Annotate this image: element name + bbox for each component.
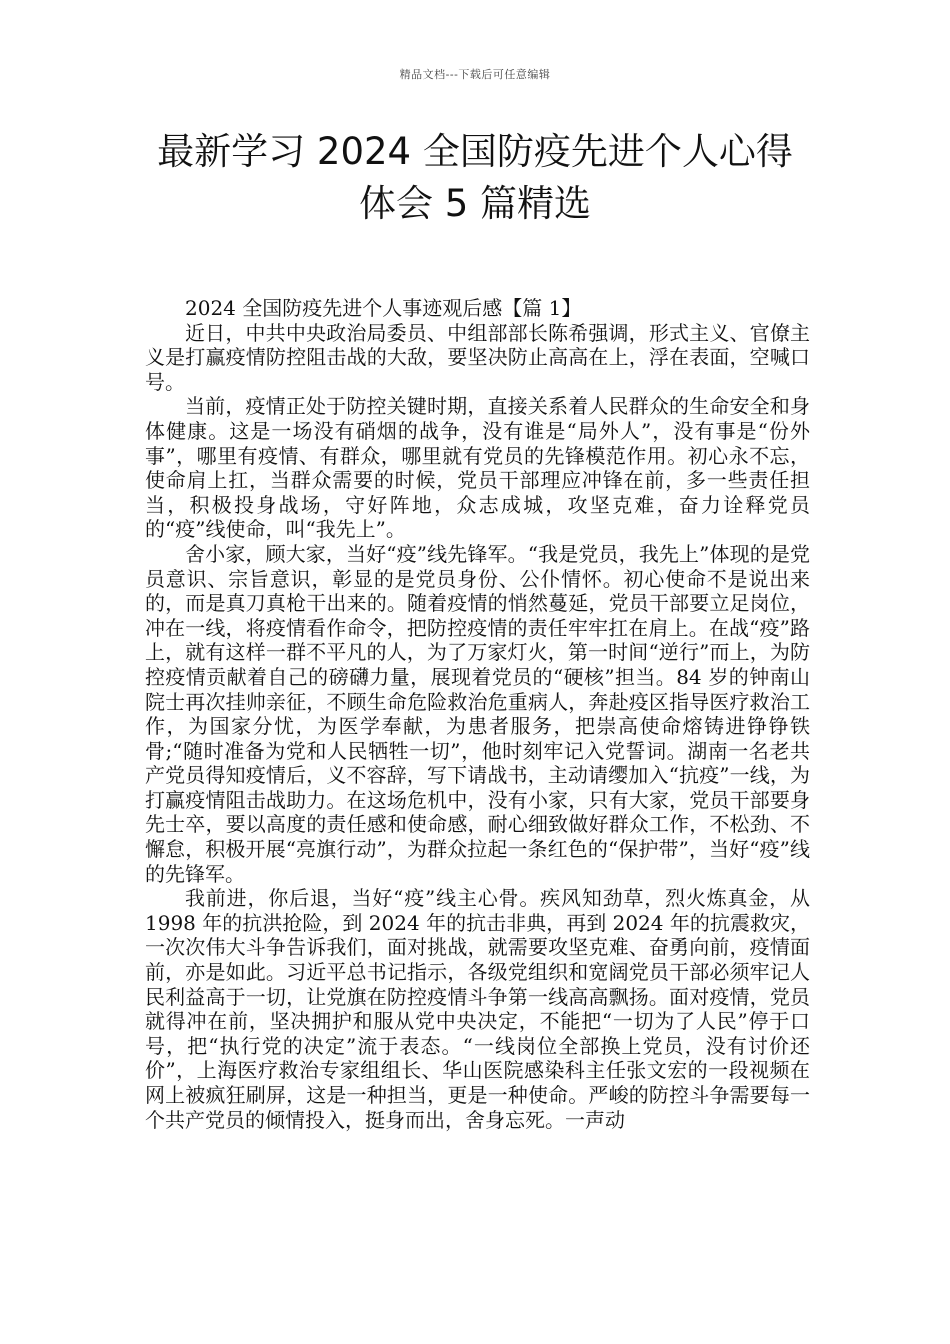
paragraph: 近日，中共中央政治局委员、中组部部长陈希强调，形式主义、官僚主义是打赢疫情防控阻击战的大敌，要坚决防止高高在上，浮在表面，空喊口号。	[145, 320, 810, 394]
document-body	[145, 296, 810, 1132]
section-heading: 2024 全国防疫先进个人事迹观后感【篇 1】	[185, 296, 582, 320]
paragraph: 当前，疫情正处于防控关键时期，直接关系着人民群众的生命安全和身体健康。这是一场没有硝烟的战争，没有谁是“局外人”，没有事是“份外事”，哪里有疫情、有群众，哪里就有党员的先锋模范作用。初心永不忘，使命肩上扛，当群众需要的时候，党员干部理应冲锋在前，多一些责任担当，积极投身战场，守好阵地，众志成城，攻坚克难，奋力诠释党员的“疫”线使命，叫“我先上”。	[145, 394, 810, 542]
paragraph: 舍小家，顾大家，当好“疫”线先锋军。“我是党员，我先上”体现的是党员意识、宗旨意识，彰显的是党员身份、公仆情怀。初心使命不是说出来的，而是真刀真枪干出来的。随着疫情的悄然蔓延，党员干部要立足岗位，冲在一线，将疫情看作命令，把防控疫情的责任牢牢扛在肩上。在战“疫”路上，就有这样一群不平凡的人，为了万家灯火，第一时间“逆行”而上，为防控疫情贡献着自己的磅礴力量，展现着党员的“硬核”担当。84 岁的钟南山院士再次挂帅亲征，不顾生命危险救治危重病人，奔赴疫区指导医疗救治工作，为国家分忧，为医学奉献，为患者服务，把崇高使命熔铸进铮铮铁骨;“随时准备为党和人民牺牲一切”，他时刻牢记入党誓词。湖南一名老共产党员得知疫情后，义不容辞，写下请战书，主动请缨加入“抗疫”一线，为打赢疫情阻击战助力。在这场危机中，没有小家，只有大家，党员干部要身先士卒，要以高度的责任感和使命感，耐心细致做好群众工作，不松劲、不懈怠，积极开展“亮旗行动”，为群众拉起一条红色的“保护带”，当好“疫”线的先锋军。	[145, 541, 810, 886]
title-line-2: 体会 5 篇精选	[358, 182, 592, 225]
page-header: 精品文档---下载后可任意编辑	[399, 68, 551, 81]
title-line-1: 最新学习 2024 全国防疫先进个人心得	[157, 130, 793, 173]
document-title	[0, 126, 950, 230]
paragraph: 我前进，你后退，当好“疫”线主心骨。疾风知劲草，烈火炼真金，从 1998 年的抗洪抢险，到 2024 年的抗击非典，再到 2024 年的抗震救灾，一次次伟大斗争告诉我们，面对挑战，就需要攻坚克难、奋勇向前，疫情面前，亦是如此。习近平总书记指示，各级党组织和宽阔党员干部必须牢记人民利益高于一切，让党旗在防控疫情斗争第一线高高飘扬。面对疫情，党员就得冲在前，坚决拥护和服从党中央决定，不能把“一切为了人民”停于口号，把“执行党的决定”流于表态。“一线岗位全部换上党员，没有讨价还价”，上海医疗救治专家组组长、华山医院感染科主任张文宏的一段视频在网上被疯狂刷屏，这是一种担当，更是一种使命。严峻的防控斗争需要每一个共产党员的倾情投入，挺身而出，舍身忘死。一声动	[145, 886, 810, 1132]
